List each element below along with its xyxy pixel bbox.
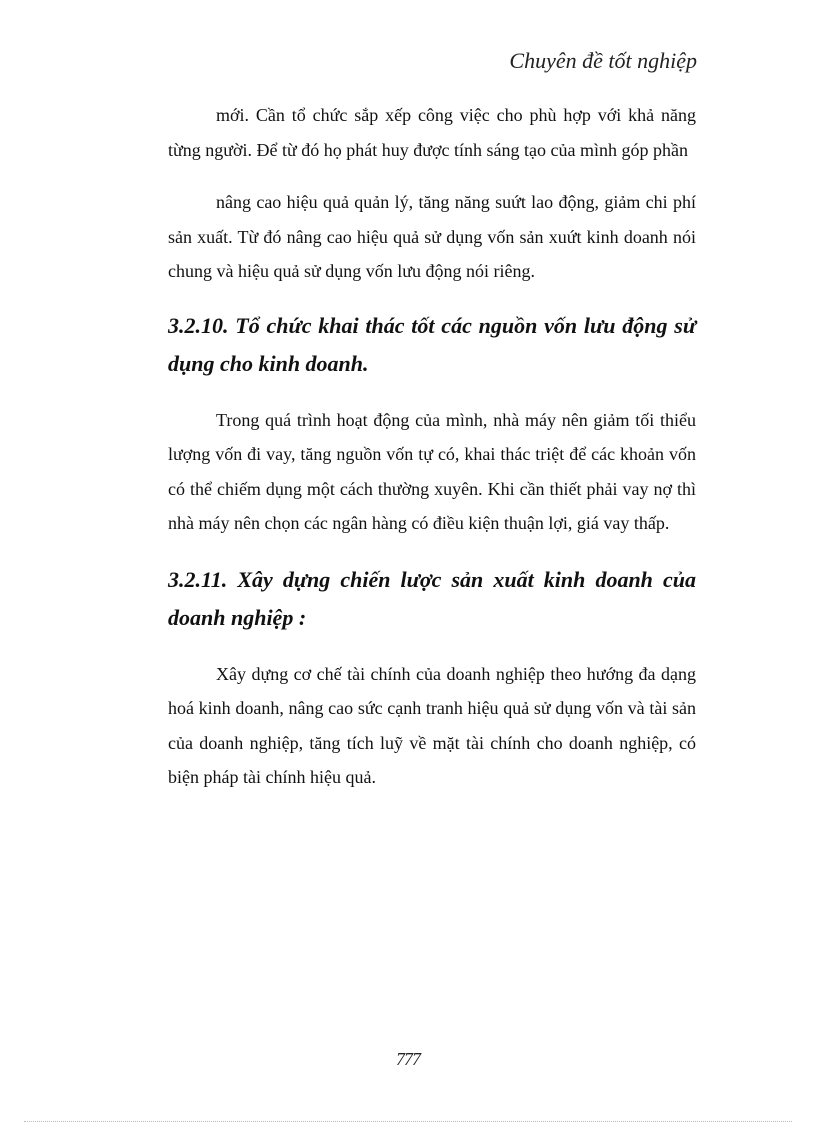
page-bottom-divider [24, 1121, 792, 1122]
paragraph-4: Xây dựng cơ chế tài chính của doanh nghiệp theo hướng đa dạng hoá kinh doanh, nâng cao sức cạnh tranh hiệu quả sử dụng vốn và tài sản của doanh nghiệp, tăng tích luỹ về mặt tài chính cho doanh nghiệp, có biện pháp tài chính hiệu quả. [168, 663, 696, 787]
spacer [168, 167, 696, 185]
running-header: Chuyên đề tốt nghiệp [509, 48, 697, 73]
paragraph-1: mới. Cần tổ chức sắp xếp công việc cho phù hợp với khả năng từng người. Để từ đó họ phát huy được tính sáng tạo của mình góp phần [168, 105, 696, 160]
spacer [168, 289, 696, 307]
spacer [168, 383, 696, 403]
spacer [168, 637, 696, 657]
section-heading-3-2-10: 3.2.10. Tổ chức khai thác tốt các nguồn vốn lưu động sử dụng cho kinh doanh. [168, 312, 696, 376]
document-body [168, 98, 696, 795]
page-number: 777 [396, 1049, 420, 1069]
section-heading-3-2-11: 3.2.11. Xây dựng chiến lược sản xuất kinh doanh của doanh nghiệp : [168, 566, 696, 630]
paragraph-2: nâng cao hiệu quả quản lý, tăng năng suứt lao động, giảm chi phí sản xuất. Từ đó nâng cao hiệu quả sử dụng vốn sản xuứt kinh doanh nói chung và hiệu quả sử dụng vốn lưu động nói riêng. [168, 192, 696, 281]
paragraph-3: Trong quá trình hoạt động của mình, nhà máy nên giảm tối thiểu lượng vốn đi vay, tăng nguồn vốn tự có, khai thác triệt để các khoản vốn có thể chiếm dụng một cách thường xuyên. Khi cần thiết phải vay nợ thì nhà máy nên chọn các ngân hàng có điều kiện thuận lợi, giá vay thấp. [168, 409, 696, 533]
spacer [168, 541, 696, 561]
